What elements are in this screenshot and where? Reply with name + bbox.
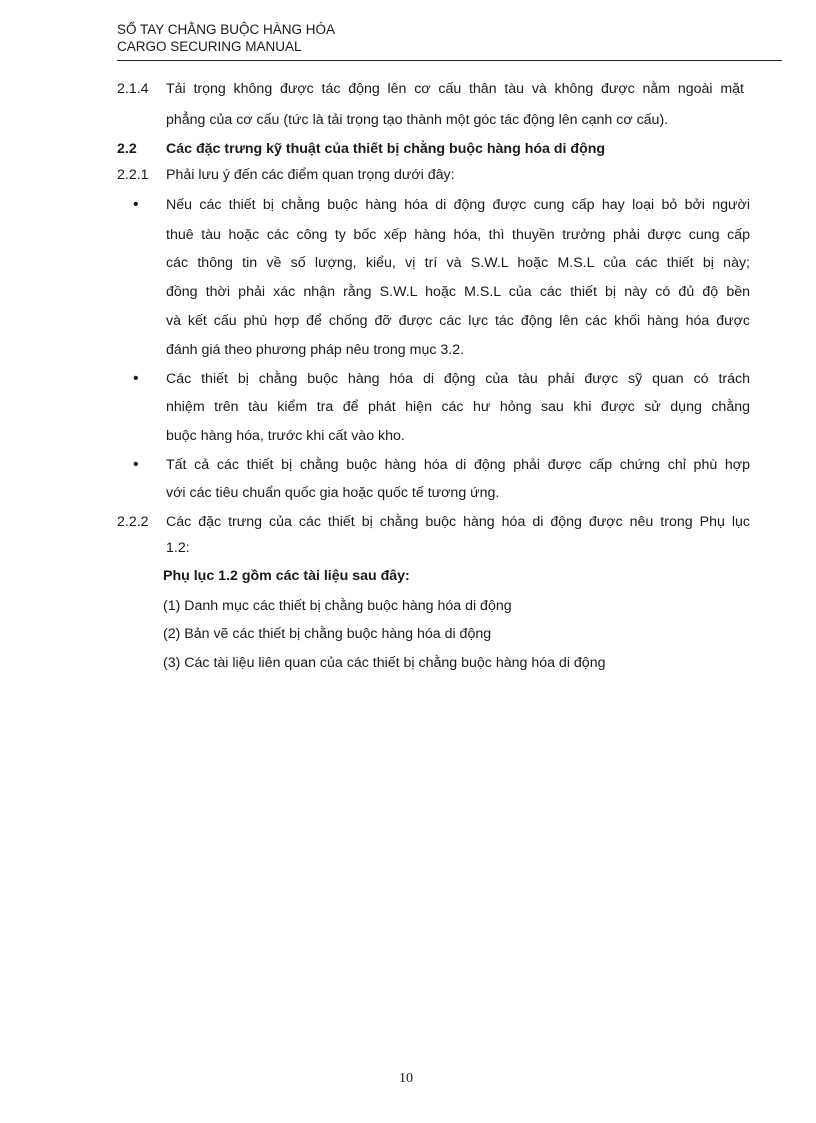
header-title-en: CARGO SECURING MANUAL — [117, 39, 302, 54]
section-number-2-2: 2.2 — [117, 141, 137, 157]
bullet-1-line-5: và kết cấu phù hợp để chống đỡ được các lực tác động lên các khối hàng hóa được — [166, 313, 750, 329]
bullet-3-line-2: với các tiêu chuẩn quốc gia hoặc quốc tế tương ứng. — [166, 485, 500, 501]
bullet-3-line-1: Tất cả các thiết bị chằng buộc hàng hóa di động phải được cấp chứng chỉ phù hợp — [166, 457, 750, 473]
bullet-2-line-1: Các thiết bị chằng buộc hàng hóa di động của tàu phải được sỹ quan có trách — [166, 371, 750, 387]
bullet-1-line-1: Nếu các thiết bị chằng buộc hàng hóa di động được cung cấp hay loại bỏ bởi người — [166, 197, 750, 213]
bullet-1-line-2: thuê tàu hoặc các công ty bốc xếp hàng hóa, thì thuyền trưởng phải được cung cấp — [166, 227, 750, 243]
page-number: 10 — [399, 1071, 413, 1086]
appendix-item-1: (1) Danh mục các thiết bị chằng buộc hàng hóa di động — [163, 598, 512, 614]
section-2-2-title: Các đặc trưng kỹ thuật của thiết bị chằng buộc hàng hóa di động — [166, 141, 606, 157]
section-number-2-2-1: 2.2.1 — [117, 167, 149, 183]
document-header — [117, 21, 335, 55]
header-title-vn: SỔ TAY CHẰNG BUỘC HÀNG HÓA — [117, 22, 336, 37]
section-2-1-4-line-1: Tải trọng không được tác động lên cơ cấu thân tàu và không được nằm ngoài mặt — [166, 81, 744, 97]
bullet-2-line-3: buộc hàng hóa, trước khi cất vào kho. — [166, 428, 405, 444]
bullet-dot: • — [133, 456, 139, 473]
section-2-2-2-line-2: 1.2: — [166, 540, 190, 556]
section-2-1-4-line-2: phẳng của cơ cấu (tức là tải trọng tạo thành một góc tác động lên cạnh cơ cấu). — [166, 112, 669, 128]
appendix-title: Phụ lục 1.2 gồm các tài liệu sau đây: — [163, 568, 410, 584]
bullet-1-line-4: đồng thời phải xác nhận rằng S.W.L hoặc M.S.L của các thiết bị này có đủ độ bền — [166, 284, 750, 300]
section-2-2-2-line-1: Các đặc trưng của các thiết bị chằng buộc hàng hóa di động được nêu trong Phụ lục — [166, 514, 750, 530]
appendix-item-2: (2) Bản vẽ các thiết bị chằng buộc hàng hóa di động — [163, 626, 492, 642]
section-number-2-1-4: 2.1.4 — [117, 81, 149, 97]
section-number-2-2-2: 2.2.2 — [117, 514, 149, 530]
appendix-item-3: (3) Các tài liệu liên quan của các thiết bị chằng buộc hàng hóa di động — [163, 655, 606, 671]
bullet-2-line-2: nhiệm trên tàu kiểm tra để phát hiện các hư hỏng sau khi được sử dụng chằng — [166, 399, 750, 415]
bullet-dot: • — [133, 196, 139, 213]
bullet-1-line-3: các thông tin về số lượng, kiểu, vị trí và S.W.L hoặc M.S.L của các thiết bị này; — [166, 255, 750, 271]
section-2-2-1-intro: Phải lưu ý đến các điểm quan trọng dưới đây: — [166, 167, 455, 183]
bullet-dot: • — [133, 370, 139, 387]
header-rule — [117, 60, 782, 61]
bullet-1-line-6: đánh giá theo phương pháp nêu trong mục 3.2. — [166, 342, 465, 358]
